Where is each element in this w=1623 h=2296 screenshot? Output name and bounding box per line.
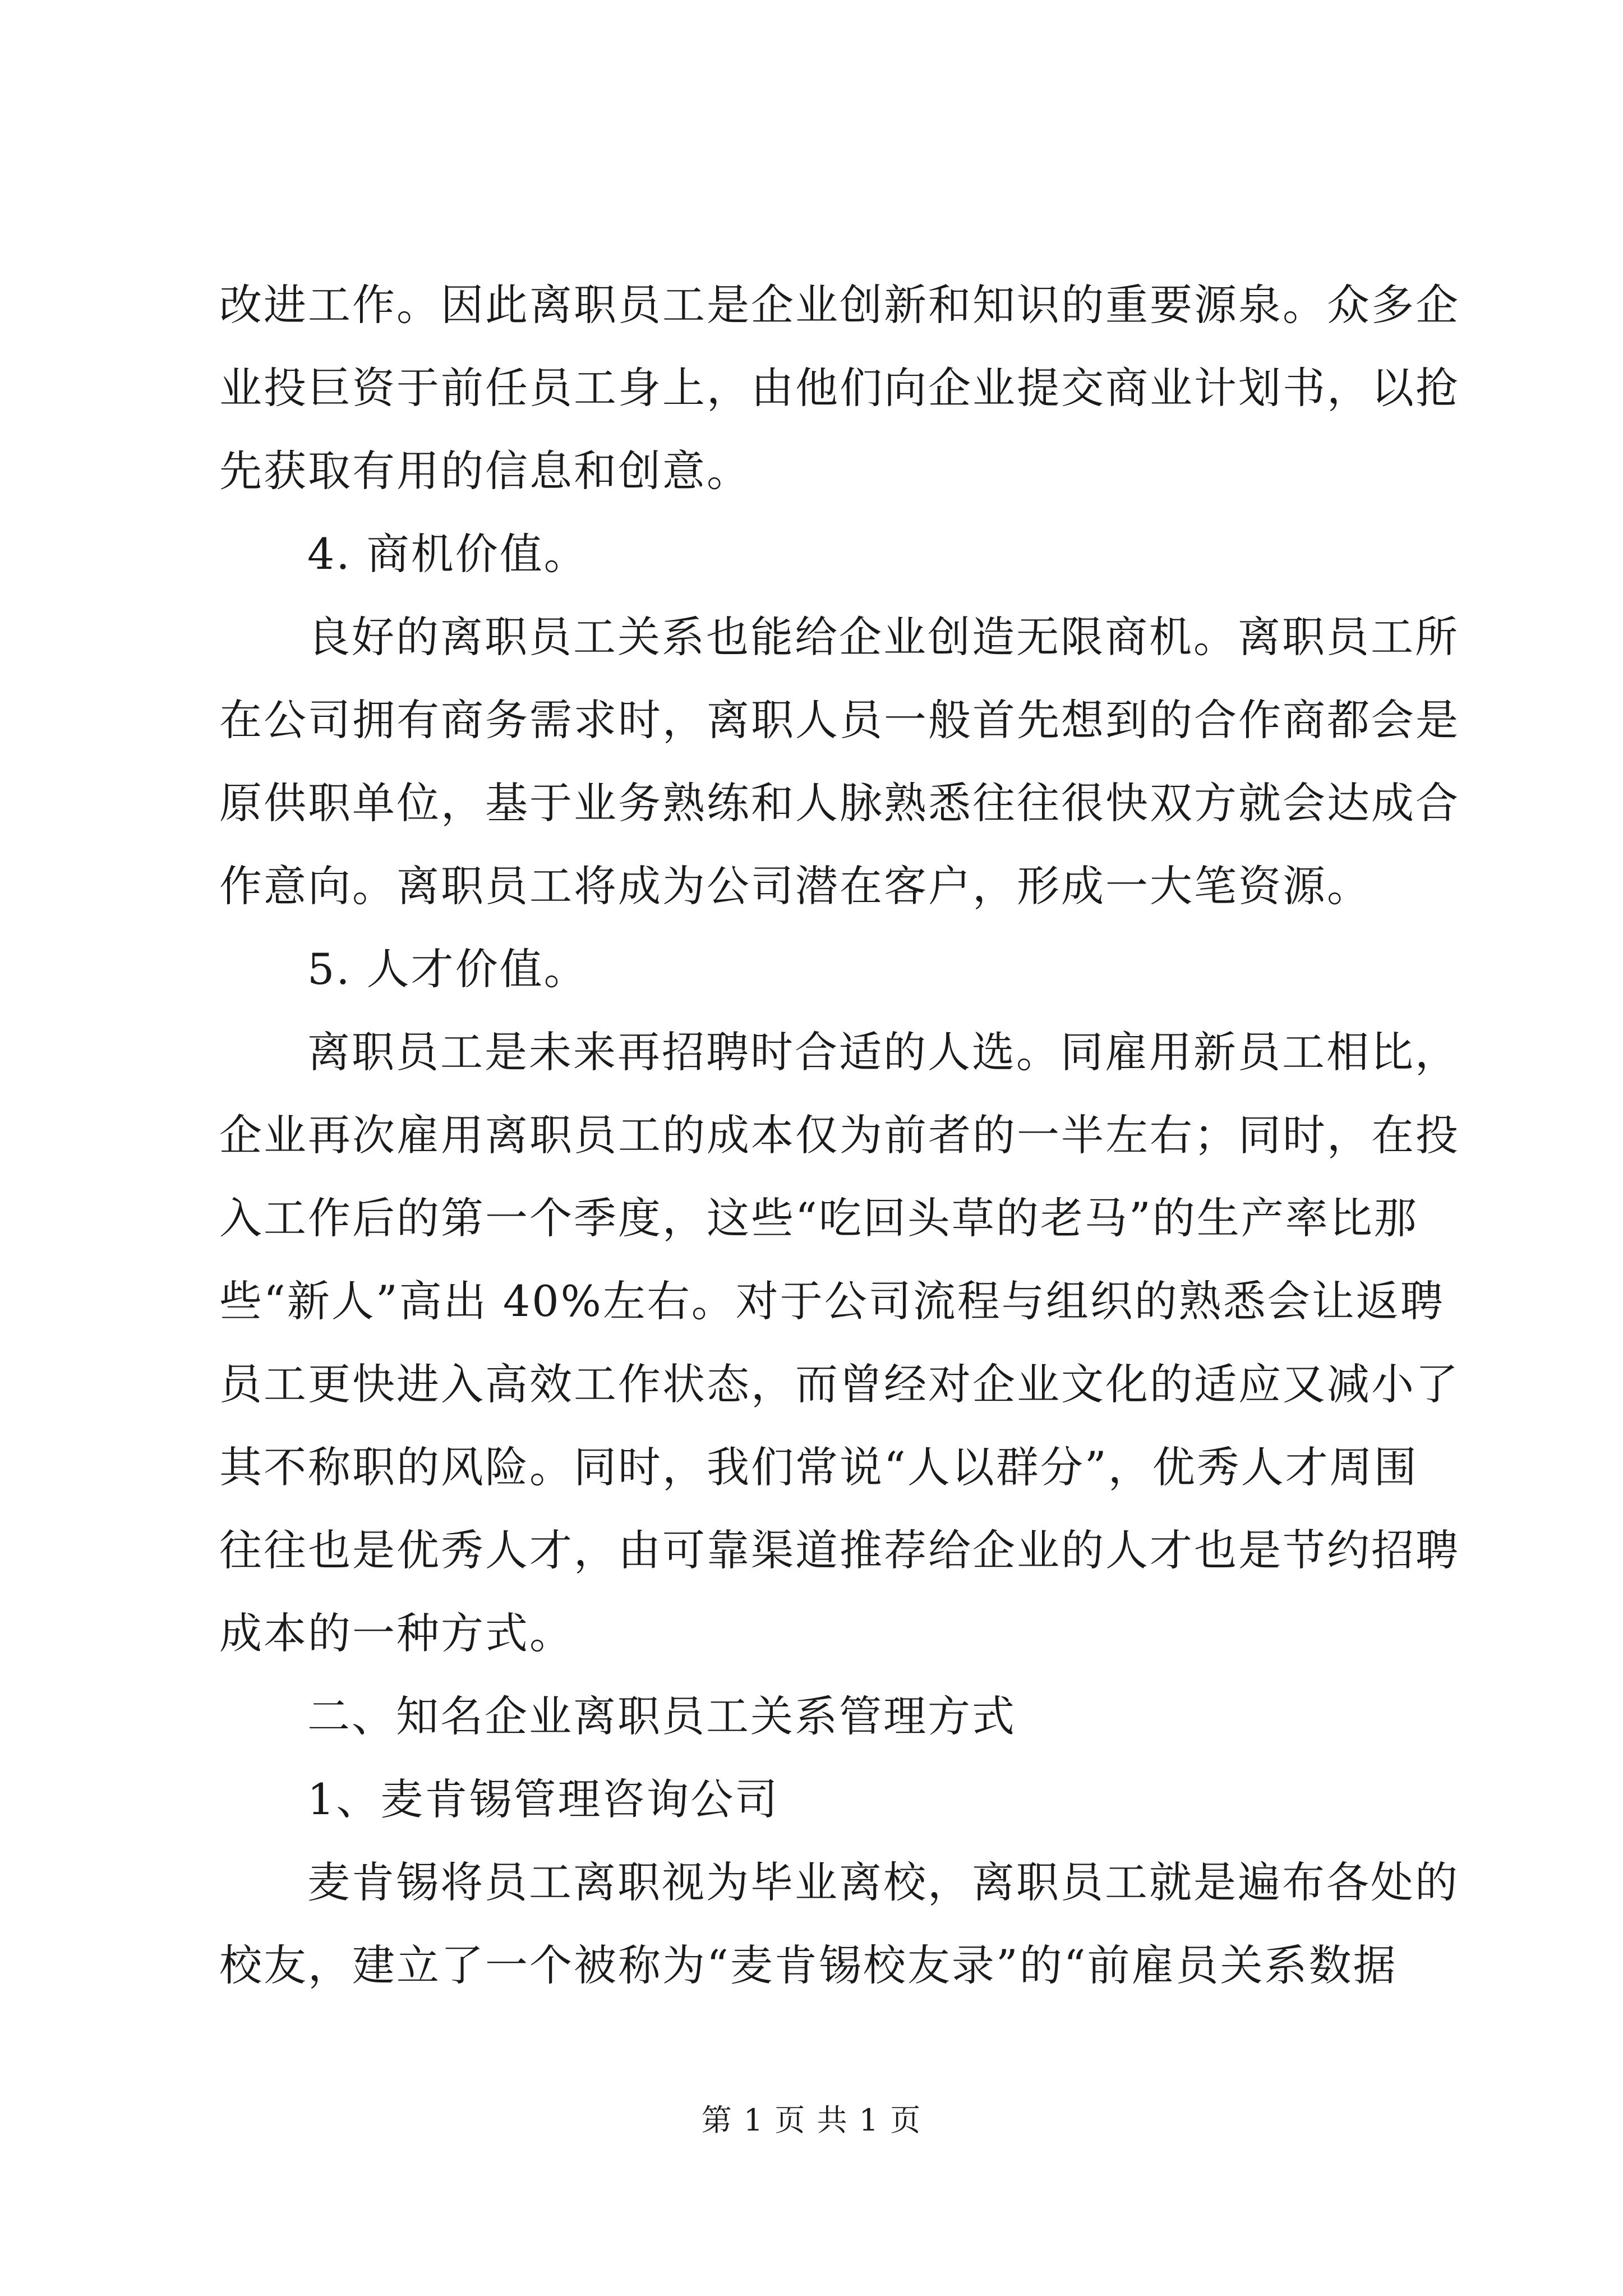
body-text bbox=[219, 264, 1460, 2007]
section-heading: 5. 人才价值。 bbox=[307, 944, 588, 994]
text-line: 往往也是优秀人才，由可靠渠道推荐给企业的人才也是节约招聘 bbox=[219, 1525, 1460, 1575]
text-line: 企业再次雇用离职员工的成本仅为前者的一半左右；同时，在投 bbox=[219, 1110, 1460, 1160]
text-line: 在公司拥有商务需求时，离职人员一般首先想到的合作商都会是 bbox=[219, 695, 1460, 745]
text-line: 先获取有用的信息和创意。 bbox=[219, 446, 751, 496]
text-line: 成本的一种方式。 bbox=[219, 1608, 574, 1658]
text-line: 业投巨资于前任员工身上，由他们向企业提交商业计划书，以抢 bbox=[219, 363, 1460, 413]
text-line: 其不称职的风险。同时，我们常说“人以群分”，优秀人才周围 bbox=[219, 1442, 1418, 1492]
text-line: 校友，建立了一个被称为“麦肯锡校友录”的“前雇员关系数据 bbox=[219, 1940, 1398, 1990]
text-line: 些“新人”高出 40%左右。对于公司流程与组织的熟悉会让返聘 bbox=[219, 1276, 1445, 1326]
section-heading: 4. 商机价值。 bbox=[307, 529, 588, 579]
subsection-heading: 1、麦肯锡管理咨询公司 bbox=[307, 1774, 780, 1824]
text-line: 离职员工是未来再招聘时合适的人选。同雇用新员工相比， bbox=[307, 1027, 1459, 1077]
text-line: 作意向。离职员工将成为公司潜在客户，形成一大笔资源。 bbox=[219, 861, 1371, 911]
text-line: 入工作后的第一个季度，这些“吃回头草的老马”的生产率比那 bbox=[219, 1193, 1418, 1243]
text-line: 改进工作。因此离职员工是企业创新和知识的重要源泉。众多企 bbox=[219, 280, 1460, 330]
section-heading: 二、知名企业离职员工关系管理方式 bbox=[307, 1691, 1016, 1741]
text-line: 原供职单位，基于业务熟练和人脉熟悉往往很快双方就会达成合 bbox=[219, 778, 1460, 828]
text-line: 员工更快进入高效工作状态，而曾经对企业文化的适应又减小了 bbox=[219, 1359, 1460, 1409]
page-footer: 第 1 页 共 1 页 bbox=[701, 2102, 922, 2138]
text-line: 麦肯锡将员工离职视为毕业离校，离职员工就是遍布各处的 bbox=[307, 1857, 1459, 1907]
text-line: 良好的离职员工关系也能给企业创造无限商机。离职员工所 bbox=[307, 612, 1459, 662]
